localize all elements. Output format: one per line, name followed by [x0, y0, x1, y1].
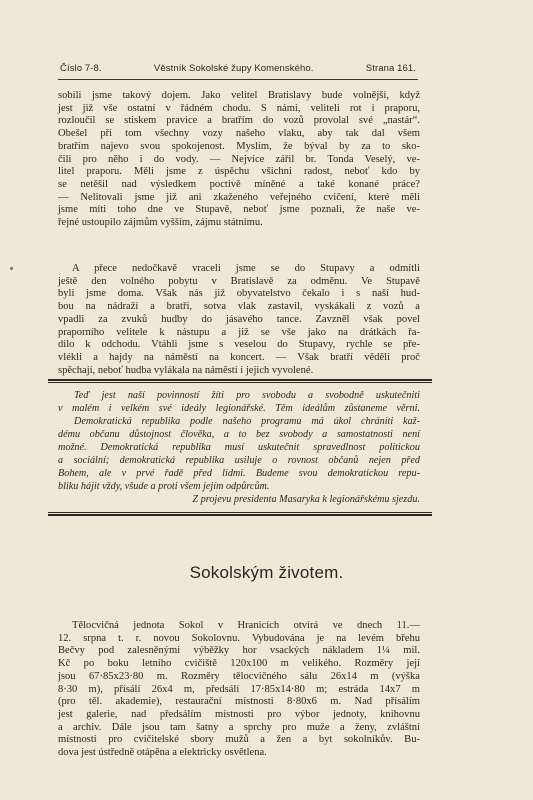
- text-line: vlékli a hajdy na náměstí na koncert. — Však bratří věděli proč: [58, 351, 420, 363]
- text-line: Bečvy pod zalesněnými výběžky hor vsackých nákladem 1¼ mil.: [58, 645, 420, 657]
- text-line: byli jsme doma. Však nás již obyvatelstvo čekalo i s naší hud-: [58, 288, 420, 300]
- quote-line: v malém i velkém své ideály legionářské. Těm ideálům zůstaneme věrni.: [58, 403, 420, 414]
- section-title: Sokolským životem.: [189, 563, 344, 582]
- quote-line: Teď jest naší povinností žíti pro svobodu a svobodně uskutečniti: [74, 390, 420, 401]
- text-line: rozloučil se stiskem pravice a bratřím do vozů provolal své „nastár“.: [58, 115, 420, 127]
- text-line: 12. srpna t. r. novou Sokolovnu. Vybudována je na levém břehu: [58, 632, 420, 644]
- quote-line: Demokratická republika podle našeho programu má úkol chrániti kaž-: [74, 416, 420, 427]
- header-rule: [58, 79, 418, 80]
- quote-line: a sociální; demokratická republika usiluje o rovnost občanů nejen před: [58, 455, 420, 466]
- text-line: Tělocvičná jednota Sokol v Hranicích otvírá ve dnech 11.—: [72, 620, 420, 631]
- text-line: A přece nedočkavě vraceli jsme se do Stupavy a odmítli: [72, 263, 420, 274]
- text-line: se netěšil nad výsledkem poctivě míněné a také konané práce?: [58, 178, 420, 190]
- text-line: sobili jsme takový dojem. Jako velitel Bratislavy bude volnější, když: [58, 90, 420, 101]
- text-line: vpadli za zvuků hudby do jásavého tance. Zavzněl však povel: [58, 313, 420, 325]
- text-line: ještě den volného pobytu v Bratislavě za odměnu. Ve Stupavě: [58, 275, 420, 287]
- text-line: spěchají, neboť hudba vylákala na náměstí i jejich vyvolené.: [58, 364, 314, 376]
- quote-line: bliku hájit vždy, všude a proti všem jejím odpůrcům.: [58, 481, 270, 492]
- text-line: jest galerie, nad předsálím místnosti pro výbor jednoty, knihovnu: [58, 708, 420, 720]
- text-line: jsou 67·85x23·80 m. Rozměry tělocvičného sálu 26x14 m (výška: [58, 670, 420, 682]
- text-line: bratřím najevo svou spokojenost. Myslím, že býval by za to sko-: [58, 140, 420, 152]
- text-line: litel praporu. Měli jsme z úspěchu všichni radost, neboť kdo by: [58, 166, 420, 178]
- text-line: čili pro něho i do vody. — Nejvíce zářil br. Tonda Veselý, ve-: [58, 153, 420, 165]
- text-line: jest již vše ostatní v řádném chodu. S námi, veliteli rot i praporu,: [58, 102, 420, 114]
- quote-line: Bohem, ale v prvé řadě před lidmi. Budeme svou demokratickou repu-: [58, 468, 420, 479]
- quote-bottom-rule: [48, 514, 432, 516]
- text-line: řejné ustoupilo zájmům vyšším, zájmu státnímu.: [58, 217, 263, 229]
- text-line: (pro těl. akademie), restaurační místnosti 8·80x6 m. Nad přísálím: [58, 696, 420, 708]
- text-line: bou na nádraží a bratří, sotva vlak zastavil, vyskákali z vozů a: [58, 301, 420, 313]
- text-line: 8·30 m), přísálí 26x4 m, předsálí 17·85x14·80 m; estráda 14x7 m: [58, 683, 420, 695]
- running-header: [60, 63, 416, 74]
- margin-mark: [10, 267, 13, 270]
- quote-line: dému občanu důstojnost člověka, a to bez svobody a samostatnosti není: [58, 429, 420, 440]
- journal-title: Věstník Sokolské župy Komenského.: [153, 63, 314, 74]
- text-line: a archiv. Dále jsou tam šatny a sprchy pro muže a ženy, zvláštní: [58, 721, 420, 733]
- issue-number: Číslo 7-8.: [60, 63, 102, 74]
- page-number: Strana 161.: [365, 63, 416, 74]
- text-line: dova jest ústředně otápěna a elektricky osvětlena.: [58, 747, 267, 759]
- quote-top-rule-thin: [48, 382, 432, 383]
- paragraph-2: [58, 263, 420, 377]
- presidential-quote: [58, 389, 420, 506]
- text-line: — Nelitovali jsme již ani zkaženého veřejného cvičení, které měli: [58, 191, 420, 203]
- quote-top-rule: [48, 379, 432, 381]
- text-line: dilo k odchodu. Vtáhli jsme s veselou do Stupavy, rychle se pře-: [58, 339, 420, 351]
- quote-signature: Z projevu presidenta Masaryka k legionářskému sjezdu.: [192, 494, 420, 505]
- text-line: Obešel při tom všechny vozy našeho vlaku, aby tak dal všem: [58, 128, 420, 140]
- text-line: jsme míti toho dne ve Stupavě, neboť jsme poznali, že naše ve-: [58, 204, 420, 216]
- text-line: místnosti pro cvičitelské sbory mužů a žen a byt sokolníkův. Bu-: [58, 734, 420, 746]
- paragraph-1: [58, 90, 420, 230]
- text-line: praporního velitele k nástupu a již se vše jako na drátkách řa-: [58, 326, 420, 338]
- quote-line: možné. Demokratická republika musí uskutečnit spravedlnost politickou: [58, 442, 420, 453]
- text-line: Kč po boku letního cvičiště 120x100 m velikého. Rozměry její: [58, 658, 420, 670]
- paragraph-3: [58, 620, 420, 760]
- quote-bottom-rule-thin: [48, 512, 432, 513]
